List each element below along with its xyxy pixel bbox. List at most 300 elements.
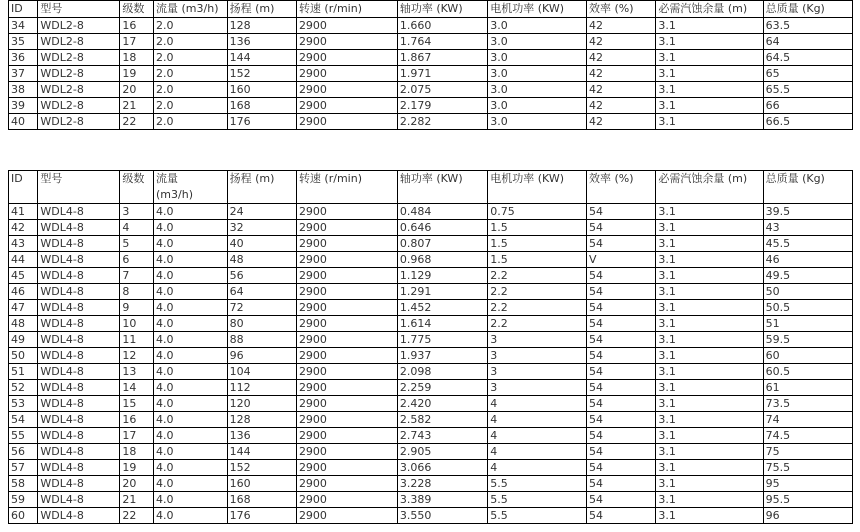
- cell-flow: 4.0: [154, 380, 228, 396]
- cell-npsh: 3.1: [656, 460, 763, 476]
- cell-motor-power: 5.5: [488, 492, 587, 508]
- cell-stages: 19: [120, 460, 154, 476]
- cell-npsh: 3.1: [656, 252, 763, 268]
- header-efficiency: 效率 (%): [587, 1, 656, 18]
- cell-head: 168: [227, 98, 296, 114]
- cell-mass: 60.5: [763, 364, 852, 380]
- cell-efficiency: 42: [587, 50, 656, 66]
- cell-motor-power: 3.0: [488, 50, 587, 66]
- cell-model: WDL4-8: [38, 396, 120, 412]
- cell-efficiency: 54: [587, 268, 656, 284]
- table-body-wdl2: [9, 1, 853, 130]
- cell-mass: 50.5: [763, 300, 852, 316]
- cell-stages: 5: [120, 236, 154, 252]
- cell-efficiency: 54: [587, 444, 656, 460]
- cell-flow: 4.0: [154, 492, 228, 508]
- cell-model: WDL4-8: [38, 236, 120, 252]
- cell-shaft-power: 1.867: [397, 50, 487, 66]
- cell-id: 52: [9, 380, 38, 396]
- cell-flow: 4.0: [154, 508, 228, 524]
- header-head: 扬程 (m): [227, 171, 296, 204]
- cell-id: 53: [9, 396, 38, 412]
- table-row: [9, 412, 853, 428]
- cell-head: 160: [227, 82, 296, 98]
- cell-id: 48: [9, 316, 38, 332]
- cell-speed: 2900: [296, 50, 397, 66]
- cell-shaft-power: 1.614: [397, 316, 487, 332]
- cell-flow: 4.0: [154, 444, 228, 460]
- cell-flow: 4.0: [154, 268, 228, 284]
- cell-motor-power: 2.2: [488, 268, 587, 284]
- cell-id: 60: [9, 508, 38, 524]
- table-row: [9, 396, 853, 412]
- cell-shaft-power: 1.937: [397, 348, 487, 364]
- cell-id: 47: [9, 300, 38, 316]
- header-stages: 级数: [120, 171, 154, 204]
- cell-motor-power: 5.5: [488, 508, 587, 524]
- header-id: ID: [9, 171, 38, 204]
- cell-flow: 2.0: [154, 34, 228, 50]
- cell-motor-power: 3.0: [488, 66, 587, 82]
- cell-motor-power: 1.5: [488, 220, 587, 236]
- cell-id: 44: [9, 252, 38, 268]
- cell-flow: 4.0: [154, 364, 228, 380]
- cell-efficiency: 54: [587, 332, 656, 348]
- cell-speed: 2900: [296, 66, 397, 82]
- cell-head: 160: [227, 476, 296, 492]
- cell-stages: 21: [120, 98, 154, 114]
- cell-flow: 4.0: [154, 236, 228, 252]
- cell-flow: 4.0: [154, 396, 228, 412]
- cell-efficiency: 54: [587, 508, 656, 524]
- cell-shaft-power: 2.075: [397, 82, 487, 98]
- table-row: [9, 268, 853, 284]
- cell-efficiency: 42: [587, 82, 656, 98]
- cell-id: 59: [9, 492, 38, 508]
- cell-head: 48: [227, 252, 296, 268]
- cell-id: 51: [9, 364, 38, 380]
- cell-head: 64: [227, 284, 296, 300]
- cell-flow: 4.0: [154, 300, 228, 316]
- cell-head: 128: [227, 18, 296, 34]
- cell-head: 168: [227, 492, 296, 508]
- cell-efficiency: 42: [587, 34, 656, 50]
- cell-npsh: 3.1: [656, 412, 763, 428]
- cell-mass: 46: [763, 252, 852, 268]
- cell-motor-power: 3.0: [488, 18, 587, 34]
- cell-id: 56: [9, 444, 38, 460]
- cell-head: 176: [227, 508, 296, 524]
- cell-stages: 9: [120, 300, 154, 316]
- cell-efficiency: 54: [587, 284, 656, 300]
- cell-speed: 2900: [296, 332, 397, 348]
- cell-motor-power: 3.0: [488, 114, 587, 130]
- cell-npsh: 3.1: [656, 428, 763, 444]
- cell-shaft-power: 1.764: [397, 34, 487, 50]
- cell-efficiency: 54: [587, 412, 656, 428]
- cell-npsh: 3.1: [656, 444, 763, 460]
- cell-efficiency: 54: [587, 236, 656, 252]
- cell-speed: 2900: [296, 18, 397, 34]
- table-row: [9, 98, 853, 114]
- cell-flow: 4.0: [154, 332, 228, 348]
- pump-spec-table-wdl2: [8, 0, 853, 130]
- cell-stages: 3: [120, 204, 154, 220]
- cell-mass: 73.5: [763, 396, 852, 412]
- cell-stages: 22: [120, 114, 154, 130]
- cell-flow: 2.0: [154, 98, 228, 114]
- cell-mass: 51: [763, 316, 852, 332]
- header-row: [9, 1, 853, 18]
- cell-npsh: 3.1: [656, 98, 763, 114]
- cell-motor-power: 3: [488, 348, 587, 364]
- table-row: [9, 18, 853, 34]
- cell-shaft-power: 2.179: [397, 98, 487, 114]
- cell-motor-power: 4: [488, 428, 587, 444]
- cell-model: WDL2-8: [38, 114, 120, 130]
- cell-head: 56: [227, 268, 296, 284]
- table-row: [9, 300, 853, 316]
- cell-shaft-power: 0.646: [397, 220, 487, 236]
- cell-speed: 2900: [296, 82, 397, 98]
- cell-mass: 65.5: [763, 82, 852, 98]
- table-row: [9, 284, 853, 300]
- cell-motor-power: 1.5: [488, 236, 587, 252]
- cell-motor-power: 3: [488, 332, 587, 348]
- header-npsh: 必需汽蚀余量 (m): [656, 1, 763, 18]
- cell-efficiency: 54: [587, 204, 656, 220]
- cell-id: 41: [9, 204, 38, 220]
- cell-model: WDL4-8: [38, 332, 120, 348]
- cell-mass: 50: [763, 284, 852, 300]
- cell-mass: 95.5: [763, 492, 852, 508]
- cell-speed: 2900: [296, 34, 397, 50]
- cell-model: WDL4-8: [38, 204, 120, 220]
- cell-stages: 20: [120, 476, 154, 492]
- cell-model: WDL2-8: [38, 98, 120, 114]
- header-model: 型号: [38, 1, 120, 18]
- cell-flow: 4.0: [154, 348, 228, 364]
- cell-shaft-power: 3.389: [397, 492, 487, 508]
- cell-head: 104: [227, 364, 296, 380]
- cell-shaft-power: 2.098: [397, 364, 487, 380]
- cell-npsh: 3.1: [656, 268, 763, 284]
- cell-motor-power: 4: [488, 444, 587, 460]
- cell-flow: 2.0: [154, 82, 228, 98]
- cell-shaft-power: 3.228: [397, 476, 487, 492]
- cell-npsh: 3.1: [656, 204, 763, 220]
- cell-shaft-power: 2.582: [397, 412, 487, 428]
- cell-stages: 22: [120, 508, 154, 524]
- cell-mass: 95: [763, 476, 852, 492]
- header-speed: 转速 (r/min): [296, 1, 397, 18]
- cell-flow: 4.0: [154, 428, 228, 444]
- cell-efficiency: 54: [587, 348, 656, 364]
- cell-speed: 2900: [296, 348, 397, 364]
- cell-model: WDL4-8: [38, 508, 120, 524]
- table-row: [9, 460, 853, 476]
- table-row: [9, 34, 853, 50]
- cell-speed: 2900: [296, 268, 397, 284]
- cell-npsh: 3.1: [656, 348, 763, 364]
- cell-speed: 2900: [296, 316, 397, 332]
- table-body-wdl4: [9, 171, 853, 524]
- cell-head: 40: [227, 236, 296, 252]
- cell-shaft-power: 1.452: [397, 300, 487, 316]
- table-row: [9, 380, 853, 396]
- cell-stages: 17: [120, 34, 154, 50]
- header-flow-label: 流量: [156, 172, 179, 185]
- cell-efficiency: 54: [587, 364, 656, 380]
- cell-head: 128: [227, 412, 296, 428]
- cell-npsh: 3.1: [656, 66, 763, 82]
- cell-motor-power: 3.0: [488, 82, 587, 98]
- cell-flow: 4.0: [154, 460, 228, 476]
- cell-flow: 4.0: [154, 204, 228, 220]
- table-row: [9, 252, 853, 268]
- table-row: [9, 220, 853, 236]
- cell-efficiency: 54: [587, 380, 656, 396]
- cell-shaft-power: 1.129: [397, 268, 487, 284]
- cell-model: WDL4-8: [38, 348, 120, 364]
- table-row: [9, 114, 853, 130]
- header-npsh: 必需汽蚀余量 (m): [656, 171, 763, 204]
- cell-motor-power: 2.2: [488, 316, 587, 332]
- cell-mass: 75: [763, 444, 852, 460]
- cell-speed: 2900: [296, 412, 397, 428]
- cell-shaft-power: 1.660: [397, 18, 487, 34]
- cell-model: WDL2-8: [38, 82, 120, 98]
- cell-speed: 2900: [296, 98, 397, 114]
- cell-efficiency: 42: [587, 98, 656, 114]
- cell-model: WDL4-8: [38, 492, 120, 508]
- cell-shaft-power: 1.971: [397, 66, 487, 82]
- cell-motor-power: 3.0: [488, 98, 587, 114]
- cell-efficiency: 54: [587, 460, 656, 476]
- table-row: [9, 204, 853, 220]
- table-row: [9, 332, 853, 348]
- cell-mass: 65: [763, 66, 852, 82]
- table-row: [9, 348, 853, 364]
- cell-speed: 2900: [296, 364, 397, 380]
- table-row: [9, 82, 853, 98]
- cell-mass: 74.5: [763, 428, 852, 444]
- cell-npsh: 3.1: [656, 364, 763, 380]
- cell-model: WDL2-8: [38, 66, 120, 82]
- cell-npsh: 3.1: [656, 396, 763, 412]
- cell-motor-power: 5.5: [488, 476, 587, 492]
- cell-model: WDL4-8: [38, 380, 120, 396]
- cell-efficiency: 54: [587, 300, 656, 316]
- cell-mass: 59.5: [763, 332, 852, 348]
- cell-mass: 66.5: [763, 114, 852, 130]
- cell-flow: 4.0: [154, 284, 228, 300]
- cell-stages: 19: [120, 66, 154, 82]
- cell-motor-power: 2.2: [488, 300, 587, 316]
- cell-stages: 16: [120, 18, 154, 34]
- cell-speed: 2900: [296, 396, 397, 412]
- header-flow: 流量 (m3/h): [154, 1, 228, 18]
- cell-flow: 2.0: [154, 66, 228, 82]
- cell-shaft-power: 2.259: [397, 380, 487, 396]
- cell-head: 32: [227, 220, 296, 236]
- cell-speed: 2900: [296, 444, 397, 460]
- cell-mass: 49.5: [763, 268, 852, 284]
- cell-speed: 2900: [296, 460, 397, 476]
- cell-model: WDL4-8: [38, 428, 120, 444]
- header-motor-power: 电机功率 (KW): [488, 171, 587, 204]
- cell-stages: 21: [120, 492, 154, 508]
- cell-speed: 2900: [296, 220, 397, 236]
- header-model: 型号: [38, 171, 120, 204]
- cell-head: 152: [227, 66, 296, 82]
- cell-speed: 2900: [296, 300, 397, 316]
- cell-npsh: 3.1: [656, 332, 763, 348]
- cell-head: 120: [227, 396, 296, 412]
- cell-id: 38: [9, 82, 38, 98]
- cell-mass: 75.5: [763, 460, 852, 476]
- cell-shaft-power: 2.420: [397, 396, 487, 412]
- cell-model: WDL2-8: [38, 34, 120, 50]
- cell-speed: 2900: [296, 284, 397, 300]
- cell-mass: 64.5: [763, 50, 852, 66]
- cell-efficiency: V: [587, 252, 656, 268]
- table-row: [9, 50, 853, 66]
- cell-model: WDL4-8: [38, 220, 120, 236]
- cell-model: WDL2-8: [38, 50, 120, 66]
- cell-mass: 96: [763, 508, 852, 524]
- cell-id: 49: [9, 332, 38, 348]
- cell-head: 152: [227, 460, 296, 476]
- cell-flow: 4.0: [154, 476, 228, 492]
- cell-mass: 63.5: [763, 18, 852, 34]
- cell-id: 45: [9, 268, 38, 284]
- cell-flow: 4.0: [154, 316, 228, 332]
- cell-model: WDL4-8: [38, 284, 120, 300]
- cell-shaft-power: 2.282: [397, 114, 487, 130]
- cell-mass: 60: [763, 348, 852, 364]
- cell-id: 36: [9, 50, 38, 66]
- table-row: [9, 316, 853, 332]
- cell-speed: 2900: [296, 252, 397, 268]
- header-flow-unit: (m3/h): [156, 188, 193, 201]
- cell-model: WDL4-8: [38, 268, 120, 284]
- header-row: [9, 171, 853, 204]
- cell-model: WDL4-8: [38, 460, 120, 476]
- cell-stages: 14: [120, 380, 154, 396]
- cell-shaft-power: 1.775: [397, 332, 487, 348]
- cell-speed: 2900: [296, 428, 397, 444]
- cell-stages: 7: [120, 268, 154, 284]
- cell-mass: 66: [763, 98, 852, 114]
- cell-model: WDL4-8: [38, 364, 120, 380]
- cell-id: 43: [9, 236, 38, 252]
- cell-shaft-power: 0.484: [397, 204, 487, 220]
- cell-speed: 2900: [296, 380, 397, 396]
- header-flow: [154, 171, 228, 204]
- cell-speed: 2900: [296, 114, 397, 130]
- cell-model: WDL4-8: [38, 252, 120, 268]
- cell-npsh: 3.1: [656, 284, 763, 300]
- cell-motor-power: 1.5: [488, 252, 587, 268]
- cell-flow: 2.0: [154, 50, 228, 66]
- cell-motor-power: 3: [488, 380, 587, 396]
- cell-npsh: 3.1: [656, 236, 763, 252]
- cell-stages: 11: [120, 332, 154, 348]
- cell-stages: 18: [120, 444, 154, 460]
- table-row: [9, 66, 853, 82]
- cell-efficiency: 42: [587, 18, 656, 34]
- cell-shaft-power: 1.291: [397, 284, 487, 300]
- cell-id: 39: [9, 98, 38, 114]
- cell-stages: 13: [120, 364, 154, 380]
- cell-motor-power: 2.2: [488, 284, 587, 300]
- cell-shaft-power: 0.968: [397, 252, 487, 268]
- cell-head: 136: [227, 34, 296, 50]
- cell-efficiency: 54: [587, 316, 656, 332]
- cell-npsh: 3.1: [656, 300, 763, 316]
- cell-motor-power: 4: [488, 460, 587, 476]
- cell-head: 72: [227, 300, 296, 316]
- cell-id: 42: [9, 220, 38, 236]
- header-mass: 总质量 (Kg): [763, 1, 852, 18]
- pump-spec-table-wdl4: [8, 170, 853, 524]
- cell-id: 55: [9, 428, 38, 444]
- table-row: [9, 236, 853, 252]
- cell-mass: 39.5: [763, 204, 852, 220]
- cell-head: 144: [227, 444, 296, 460]
- cell-mass: 74: [763, 412, 852, 428]
- cell-stages: 17: [120, 428, 154, 444]
- cell-npsh: 3.1: [656, 18, 763, 34]
- cell-npsh: 3.1: [656, 114, 763, 130]
- cell-id: 40: [9, 114, 38, 130]
- cell-shaft-power: 3.550: [397, 508, 487, 524]
- cell-efficiency: 54: [587, 396, 656, 412]
- cell-id: 54: [9, 412, 38, 428]
- cell-efficiency: 54: [587, 492, 656, 508]
- cell-speed: 2900: [296, 476, 397, 492]
- table-row: [9, 508, 853, 524]
- cell-efficiency: 54: [587, 220, 656, 236]
- cell-shaft-power: 3.066: [397, 460, 487, 476]
- cell-stages: 4: [120, 220, 154, 236]
- cell-stages: 16: [120, 412, 154, 428]
- cell-motor-power: 4: [488, 412, 587, 428]
- cell-efficiency: 54: [587, 428, 656, 444]
- cell-speed: 2900: [296, 492, 397, 508]
- cell-efficiency: 42: [587, 66, 656, 82]
- cell-speed: 2900: [296, 204, 397, 220]
- cell-head: 24: [227, 204, 296, 220]
- header-stages: 级数: [120, 1, 154, 18]
- cell-stages: 8: [120, 284, 154, 300]
- header-motor-power: 电机功率 (KW): [488, 1, 587, 18]
- header-mass: 总质量 (Kg): [763, 171, 852, 204]
- header-head: 扬程 (m): [227, 1, 296, 18]
- cell-shaft-power: 2.905: [397, 444, 487, 460]
- cell-model: WDL4-8: [38, 476, 120, 492]
- cell-mass: 64: [763, 34, 852, 50]
- cell-head: 80: [227, 316, 296, 332]
- cell-stages: 10: [120, 316, 154, 332]
- cell-id: 50: [9, 348, 38, 364]
- cell-model: WDL2-8: [38, 18, 120, 34]
- cell-mass: 61: [763, 380, 852, 396]
- cell-flow: 4.0: [154, 220, 228, 236]
- cell-speed: 2900: [296, 508, 397, 524]
- table-row: [9, 364, 853, 380]
